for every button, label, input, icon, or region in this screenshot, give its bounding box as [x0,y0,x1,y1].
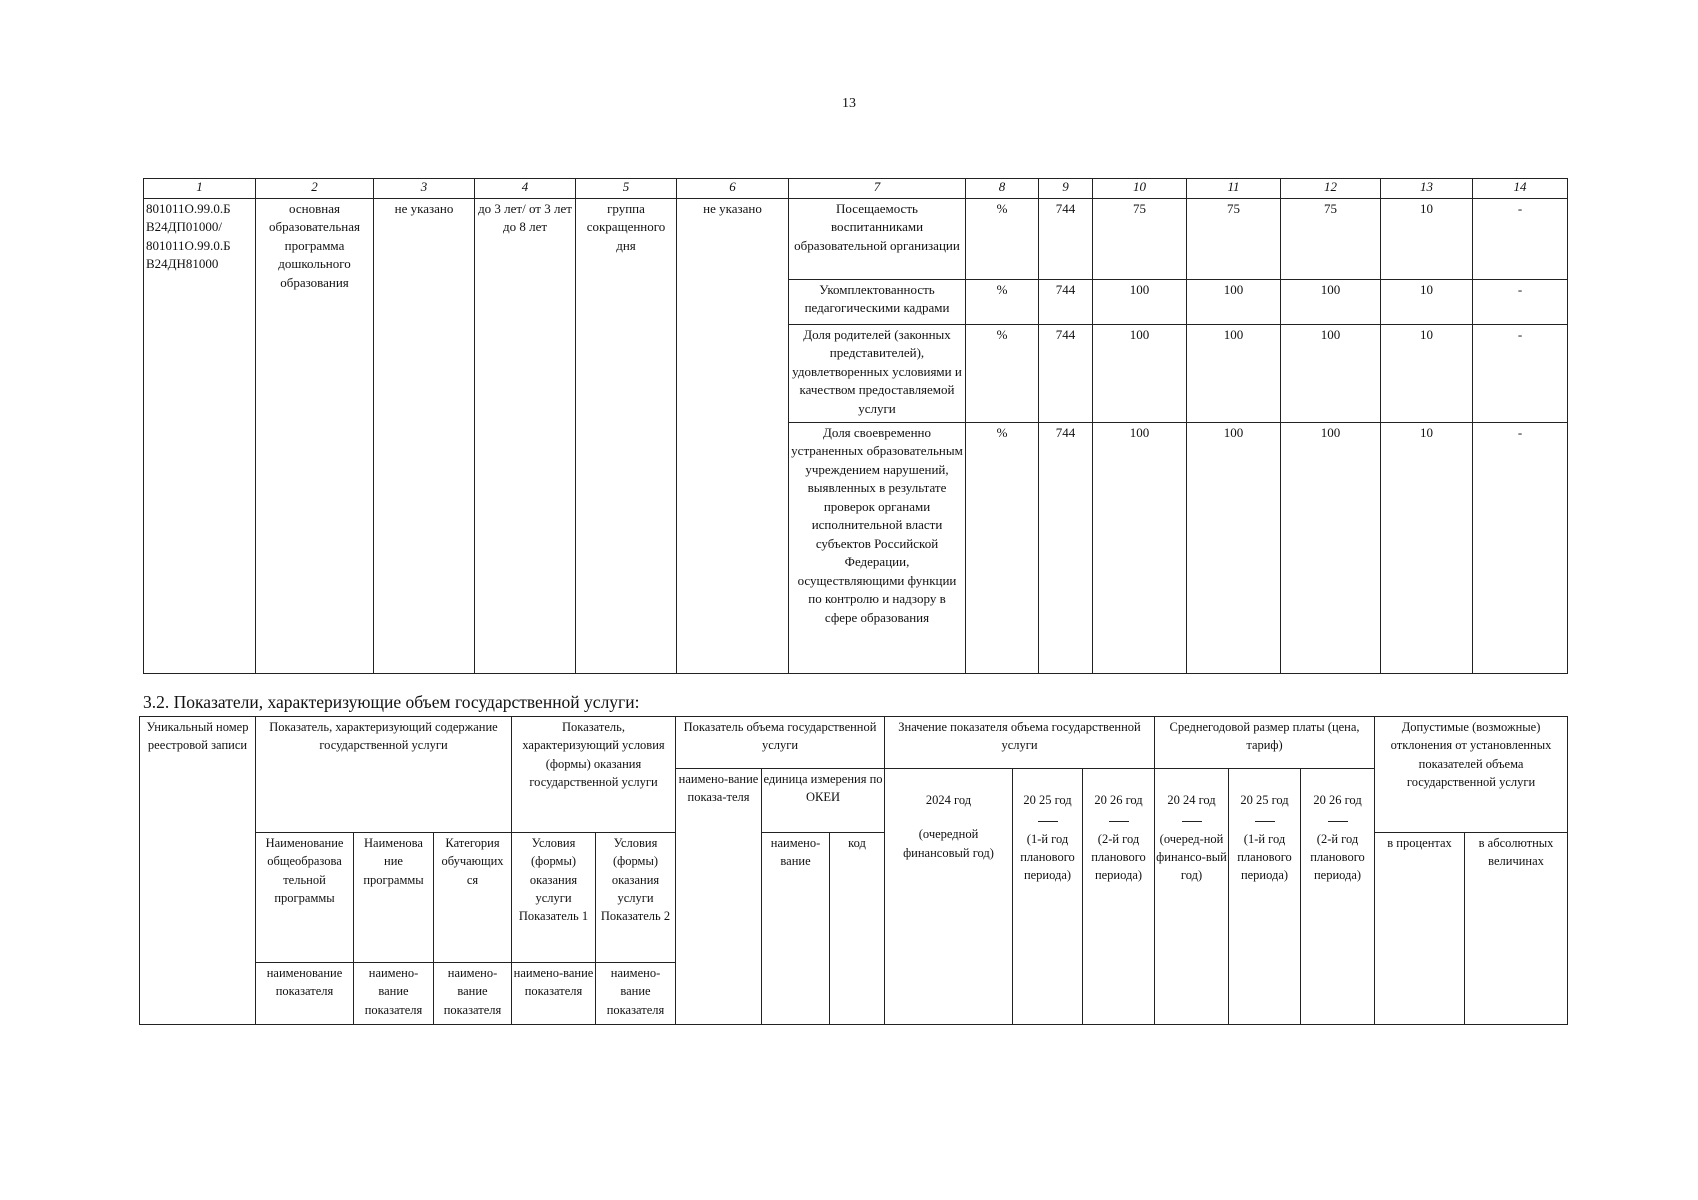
indicator-abs: - [1473,280,1568,325]
unit-name-header: наимено-вание [762,833,830,1025]
volume-value-header: Значение показателя объема государственной услуги [885,717,1155,769]
indicator-name-label: наимено-вание показателя [354,963,434,1025]
sub-cond1-header: Условия (формы) оказания услуги Показатель 1 [512,833,596,963]
year-2024-header [885,769,1013,1025]
indicator-pct: 10 [1381,199,1473,280]
underline-mark [1109,821,1129,822]
plan2-note: (2-й год планового периода) [1091,831,1146,882]
indicator-name: Доля своевременно устраненных образовательным учреждением нарушений, выявленных в результате проверок органами исполнительной власти субъектов Российской Федерации, осуществляющими функции по контролю и надзору в сфере образования [789,423,966,674]
indicator-name: Доля родителей (законных представителей), удовлетворенных условиями и качеством предоставляемой услуги [789,325,966,423]
col6-value: не указано [677,199,789,674]
volume-indicators-table [139,716,1568,1025]
fee-2026-header [1301,769,1375,1025]
program-name: основная образовательная программа дошкольного образования [256,199,374,674]
underline-mark [1182,821,1202,822]
indicator-2025: 75 [1187,199,1281,280]
col-num: 9 [1039,179,1093,199]
deviations-header: Допустимые (возможные) отклонения от установленных показателей объема государственной услуги [1375,717,1568,833]
age-category: до 3 лет/ от 3 лет до 8 лет [475,199,576,674]
sub-program-name-header: Наименование общеобразова тельной программы [256,833,354,963]
indicator-unit: % [966,199,1039,280]
indicator-2025: 100 [1187,280,1281,325]
col-num: 13 [1381,179,1473,199]
indicator-name-label: наимено-вание показателя [512,963,596,1025]
column-number-row [144,179,1568,199]
deviation-pct-header: в процентах [1375,833,1465,1025]
col-num: 7 [789,179,966,199]
avg-fee-header: Среднегодовой размер платы (цена, тариф) [1155,717,1375,769]
col-num: 6 [677,179,789,199]
registry-number: 801011О.99.0.Б В24ДП01000/ 801011О.99.0.Б В24ДН81000 [144,199,256,674]
indicator-pct: 10 [1381,325,1473,423]
volume-header-row-1 [140,717,1568,769]
year-2025-header [1013,769,1083,1025]
indicator-code: 744 [1039,423,1093,674]
indicator-code: 744 [1039,199,1093,280]
year-2024-label: 2024 год [925,793,972,807]
indicator-2025: 100 [1187,423,1281,674]
page-number: 13 [842,96,856,111]
underline-mark [1255,821,1275,822]
year-2025-label: 20 25 год [1023,793,1072,807]
col3-value: не указано [374,199,475,674]
indicator-row [144,199,1568,280]
indicator-name: Укомплектованность педагогическими кадрами [789,280,966,325]
fee-2025-header [1229,769,1301,1025]
indicator-unit: % [966,280,1039,325]
fee-2026-label: 20 26 год [1313,793,1362,807]
indicator-2024: 100 [1093,325,1187,423]
col-num: 2 [256,179,374,199]
indicator-code: 744 [1039,325,1093,423]
indicator-2026: 100 [1281,280,1381,325]
fee-2024-label: 20 24 год [1167,793,1216,807]
col-num: 14 [1473,179,1568,199]
indicator-name-label: наимено-вание показателя [596,963,676,1025]
indicator-name: Посещаемость воспитанниками образовательной организации [789,199,966,280]
indicator-abs: - [1473,325,1568,423]
fee-plan2-note: (2-й год планового периода) [1310,831,1365,882]
indicator-2024: 75 [1093,199,1187,280]
unique-number-header: Уникальный номер реестровой записи [140,717,256,1025]
col-num: 3 [374,179,475,199]
year-2026-label: 20 26 год [1094,793,1143,807]
quality-indicators-table [143,178,1568,674]
unit-okei-header: единица измерения по ОКЕИ [762,769,885,833]
indicator-unit: % [966,325,1039,423]
deviation-abs-header: в абсолютных величинах [1465,833,1568,1025]
col-num: 4 [475,179,576,199]
sub-program-header: Наименова ние программы [354,833,434,963]
indicator-2026: 100 [1281,423,1381,674]
col-num: 8 [966,179,1039,199]
sub-cond2-header: Условия (формы) оказания услуги Показатель 2 [596,833,676,963]
indicator-unit: % [966,423,1039,674]
plan1-note: (1-й год планового периода) [1020,831,1075,882]
col-num: 5 [576,179,677,199]
volume-indicator-header: Показатель объема государственной услуги [676,717,885,769]
col-num: 10 [1093,179,1187,199]
group-type: группа сокращенного дня [576,199,677,674]
col-num: 1 [144,179,256,199]
indicator-abs: - [1473,423,1568,674]
indicator-2026: 75 [1281,199,1381,280]
year-2024-note: (очередной финансовый год) [903,827,994,860]
unit-code-header: код [830,833,885,1025]
indicator-pct: 10 [1381,423,1473,674]
indicator-code: 744 [1039,280,1093,325]
indicator-2024: 100 [1093,280,1187,325]
conditions-indicator-header: Показатель, характеризующий условия (формы) оказания государственной услуги [512,717,676,833]
indicator-name-header: наимено-вание показа-теля [676,769,762,1025]
section-title: 3.2. Показатели, характеризующие объем государственной услуги: [143,692,640,712]
content-indicator-header: Показатель, характеризующий содержание государственной услуги [256,717,512,833]
indicator-2025: 100 [1187,325,1281,423]
year-2026-header [1083,769,1155,1025]
indicator-name-label: наименование показателя [256,963,354,1025]
sub-category-header: Категория обучающих ся [434,833,512,963]
fee-2024-header [1155,769,1229,1025]
indicator-name-label: наимено-вание показателя [434,963,512,1025]
underline-mark [1038,821,1058,822]
fee-plan1-note: (1-й год планового периода) [1237,831,1292,882]
col-num: 12 [1281,179,1381,199]
fee-2025-label: 20 25 год [1240,793,1289,807]
col-num: 11 [1187,179,1281,199]
indicator-2026: 100 [1281,325,1381,423]
underline-mark [1328,821,1348,822]
indicator-2024: 100 [1093,423,1187,674]
indicator-pct: 10 [1381,280,1473,325]
indicator-abs: - [1473,199,1568,280]
fee-2024-note: (очеред-ной финансо-вый год) [1156,831,1227,882]
